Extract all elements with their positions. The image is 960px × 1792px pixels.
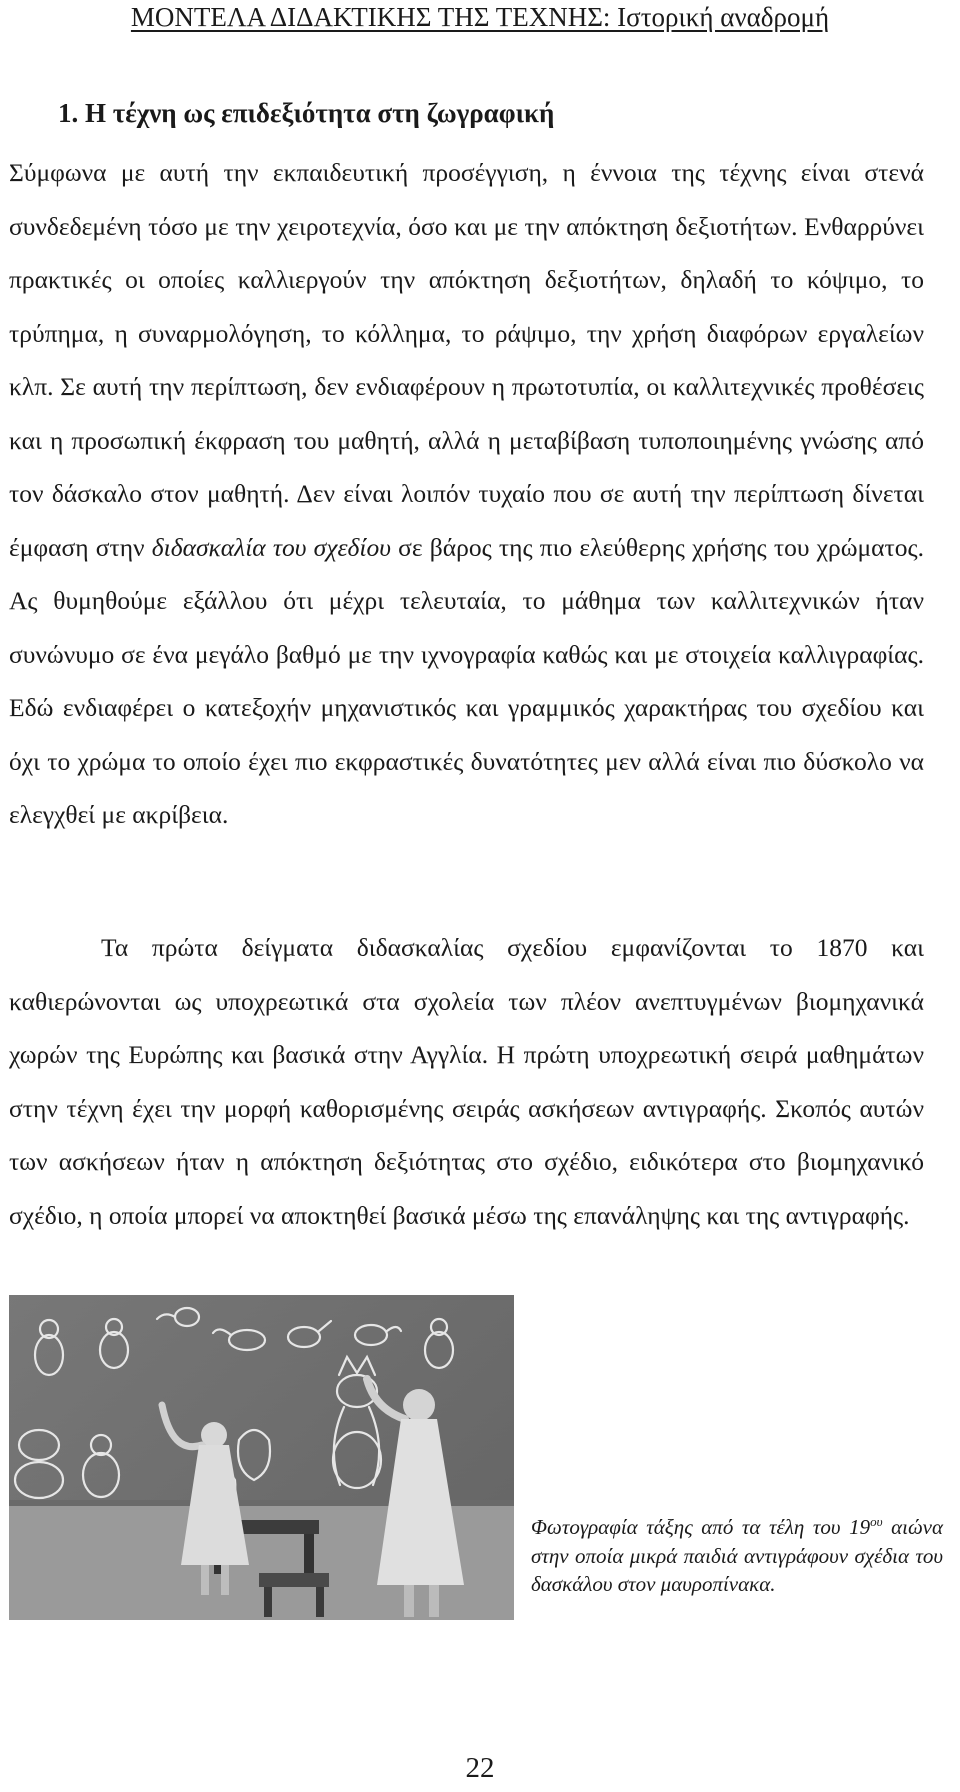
page-number: 22 — [465, 1752, 495, 1784]
page-header: ΜΟΝΤΕΛΑ ΔΙΔΑΚΤΙΚΗΣ ΤΗΣ ΤΕΧΝΗΣ: Ιστορική αναδρομή — [130, 2, 830, 32]
paragraph-1-emphasis: διδασκαλία του σχεδίου — [151, 532, 391, 562]
paragraph-1-text-b: σε βάρος της πιο ελεύθερης χρήσης του χρώματος. Ας θυμηθούμε εξάλλου ότι μέχρι τελευταία, το μάθημα των καλλιτεχνικών ήταν συνώνυμο σε ένα μεγάλο βαθμό με την ιχνογραφία καθώς και με στοιχεία καλλιγραφίας. Εδώ ενδιαφέρει ο κατεξοχήν μηχανιστικός και γραμμικός χαρακτήρας του σχεδίου και όχι το χρώμα το οποίο έχει πιο εκφραστικές δυνατότητες μεν αλλά είναι πιο δύσκολο να ελεγχθεί με ακρίβεια. — [9, 532, 924, 829]
paragraph-1 — [9, 146, 924, 842]
caption-text-b: αιώνα στην οποία μικρά παιδιά αντιγράφουν σχέδια του δασκάλου στον μαυροπίνακα. — [531, 1515, 943, 1596]
figure-caption — [531, 1508, 943, 1599]
paragraph-1-text-a: Σύμφωνα με αυτή την εκπαιδευτική προσέγγιση, η έννοια της τέχνης είναι στενά συνδεδεμένη τόσο με την χειροτεχνία, όσο και με την απόκτηση δεξιοτήτων. Ενθαρρύνει πρακτικές οι οποίες καλλιεργούν την απόκτηση δεξιοτήτων, δηλαδή το κόψιμο, το τρύπημα, η συναρμολόγηση, το κόλλημα, το ράψιμο, την χρήση διαφόρων εργαλείων κλπ. Σε αυτή την περίπτωση, δεν ενδιαφέρουν η πρωτοτυπία, οι καλλιτεχνικές προθέσεις και η προσωπική έκφραση του μαθητή, αλλά η μεταβίβαση τυποποιημένης γνώσης από τον δάσκαλο στον μαθητή. Δεν είναι λοιπόν τυχαίο που σε αυτή την περίπτωση δίνεται έμφαση στην — [9, 158, 924, 562]
caption-superscript: ου — [870, 1514, 883, 1529]
classroom-photo-image — [9, 1295, 514, 1620]
section-heading: 1. Η τέχνη ως επιδεξιότητα στη ζωγραφική — [58, 98, 555, 128]
caption-text-a: Φωτογραφία τάξης από τα τέλη του 19 — [531, 1515, 871, 1539]
paragraph-2: Τα πρώτα δείγματα διδασκαλίας σχεδίου εμφανίζονται το 1870 και καθιερώνονται ως υποχρεωτικά στα σχολεία των πλέον ανεπτυγμένων βιομηχανικά χωρών της Ευρώπης και βασικά στην Αγγλία. Η πρώτη υποχρεωτική σειρά μαθημάτων στην τέχνη έχει την μορφή καθορισμένης σειράς ασκήσεων αντιγραφής. Σκοπός αυτών των ασκήσεων ήταν η απόκτηση δεξιότητας στο σχέδιο, ειδικότερα στο βιομηχανικό σχέδιο, η οποία μπορεί να αποκτηθεί βασικά μέσω της επανάληψης και της αντιγραφής. — [9, 933, 924, 1230]
classroom-photo — [9, 1295, 514, 1620]
